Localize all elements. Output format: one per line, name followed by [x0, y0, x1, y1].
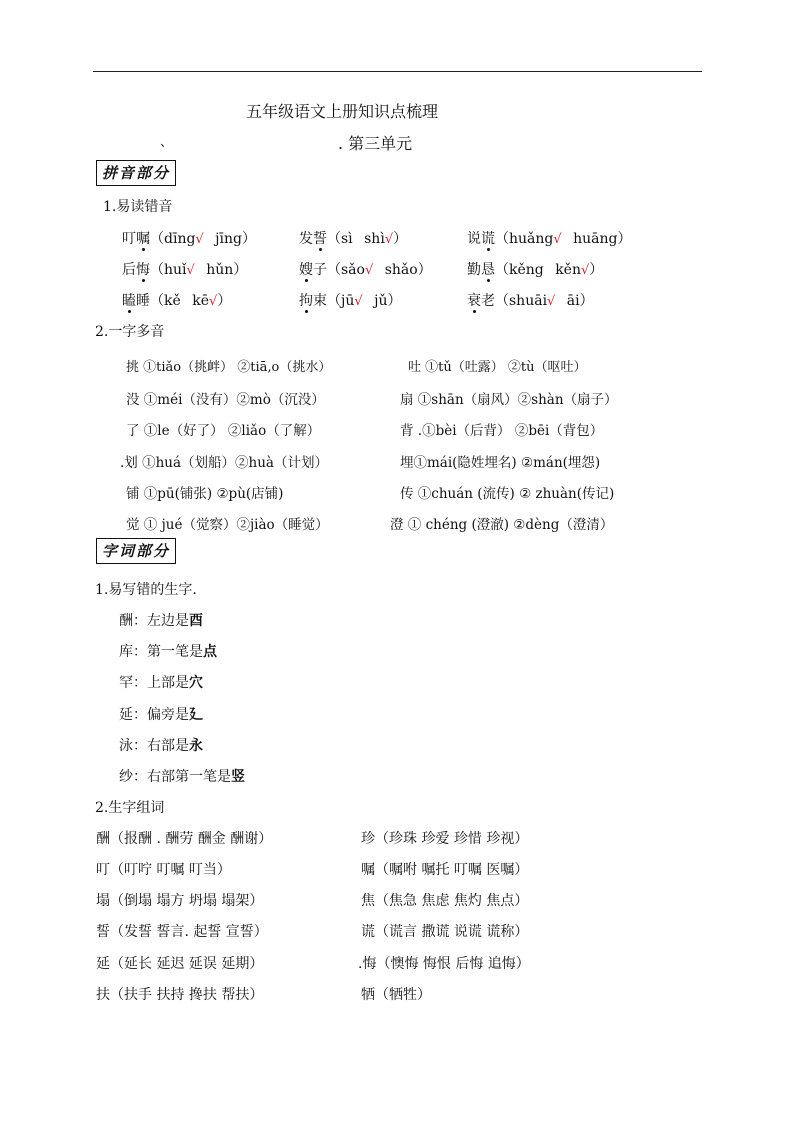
paren-close: ）	[617, 231, 632, 247]
pinyin-option: jīng	[215, 231, 242, 247]
miswrite-text: 泳：右部是	[119, 738, 189, 754]
spacer	[195, 262, 206, 278]
paren-open: （	[327, 293, 341, 309]
spacer	[544, 262, 555, 278]
check-icon: √	[553, 232, 562, 247]
combo-item: .悔（懊悔 悔恨 后悔 追悔）	[358, 956, 530, 972]
miswrite-text: 罕：上部是	[119, 675, 189, 691]
misread-item	[467, 290, 594, 310]
pinyin-option: kěn	[555, 262, 581, 278]
header-rule	[93, 71, 702, 72]
combo-item: 扶（扶手 扶持 搀扶 帮扶）	[96, 987, 264, 1003]
paren-close: ）	[217, 293, 232, 309]
misread-char: 叮	[122, 231, 136, 247]
pinyin-option: jū	[341, 293, 355, 309]
pinyin-option: huǐ	[164, 262, 187, 278]
misread-item	[122, 228, 256, 248]
paren-close: ）	[579, 293, 594, 309]
polyphone-heading: 2.一字多音	[95, 324, 165, 340]
check-icon: √	[384, 232, 394, 247]
spacer	[373, 262, 384, 278]
misread-item	[299, 290, 401, 310]
spacer	[204, 231, 215, 247]
misread-item	[299, 228, 407, 248]
miswrite-emphasis: 酉	[189, 613, 203, 629]
miswrite-item	[119, 735, 203, 755]
polyphone-item: 铺 ①pū(铺张) ②pù(店铺)	[126, 486, 284, 502]
misread-char: 睡	[136, 293, 150, 309]
pinyin-option: kěng	[509, 262, 544, 278]
misread-target-char: 衰	[467, 293, 481, 309]
paren-open: （	[495, 231, 509, 247]
polyphone-item: 澄 ① chéng (澄澈) ②dèng（澄清）	[390, 517, 614, 533]
miswrite-item	[119, 672, 203, 692]
paren-close: ）	[393, 231, 408, 247]
pinyin-option: sǎo	[341, 262, 365, 278]
miswrite-emphasis: 点	[203, 644, 217, 660]
miswrite-emphasis: 穴	[189, 675, 203, 691]
check-icon: √	[354, 294, 363, 309]
misread-item	[122, 290, 231, 310]
misread-target-char: 拘	[299, 293, 313, 309]
spacer	[562, 231, 573, 247]
pinyin-option: huǎng	[509, 231, 554, 247]
misread-char: 说	[467, 231, 481, 247]
document-title: 五年级语文上册知识点梳理	[246, 102, 439, 121]
paren-close: ）	[233, 262, 248, 278]
miswrite-emphasis: 永	[189, 738, 203, 754]
polyphone-item: 吐 ①tǔ（吐露） ②tù（呕吐）	[408, 360, 587, 375]
pinyin-option: āi	[566, 293, 580, 309]
check-icon: √	[364, 263, 374, 278]
pinyin-option: dīng	[164, 231, 196, 247]
polyphone-item: 传 ①chuán (流传) ② zhuàn(传记)	[400, 486, 615, 502]
misread-target-char: 瞌	[122, 293, 136, 309]
check-icon: √	[209, 294, 218, 309]
pinyin-option: shuāi	[509, 293, 548, 309]
paren-open: （	[327, 231, 341, 247]
combo-item: 珍（珍珠 珍爱 珍惜 珍视）	[361, 831, 529, 847]
polyphone-item: .划 ①huá（划船）②huà（计划）	[120, 455, 328, 471]
pinyin-option: kě	[164, 293, 181, 309]
word-section-heading: 字词部分	[96, 538, 176, 564]
paren-close: ）	[387, 293, 402, 309]
misread-item	[122, 259, 247, 279]
miswrite-text: 纱：右部第一笔是	[119, 769, 231, 785]
combo-item: 誓（发誓 誓言. 起誓 宣誓）	[96, 924, 268, 940]
polyphone-item: 背 .①bèi（后背） ②bēi（背包）	[400, 423, 604, 439]
miswrite-text: 酬：左边是	[119, 613, 189, 629]
misread-char: 勤	[467, 262, 481, 278]
spacer	[181, 293, 192, 309]
polyphone-item: 挑 ①tiǎo（挑衅） ②tiā,o（挑水）	[126, 360, 332, 375]
misread-target-char: 嫂	[299, 262, 313, 278]
check-icon: √	[195, 232, 204, 247]
miswrite-text: 延：偏旁是	[119, 707, 189, 723]
paren-close: ）	[241, 231, 256, 247]
polyphone-item: 扇 ①shān（扇风）②shàn（扇子）	[400, 392, 618, 408]
miswrite-item	[119, 704, 203, 724]
easy-misread-heading: 1.易读错音	[103, 199, 173, 215]
misread-target-char: 嘱	[136, 231, 150, 247]
paren-open: （	[495, 293, 509, 309]
polyphone-item: 埋①mái(隐姓埋名) ②mán(埋怨)	[400, 455, 601, 471]
miswrite-emphasis: 竖	[231, 769, 245, 785]
miswrite-item	[119, 641, 217, 661]
combo-item: 嘱（嘱咐 嘱托 叮嘱 医嘱）	[361, 862, 529, 878]
misread-item	[299, 259, 432, 279]
check-icon: √	[581, 263, 590, 278]
combo-item: 酬（报酬 . 酬劳 酬金 酬谢）	[96, 831, 273, 847]
misread-char: 子	[313, 262, 327, 278]
misread-target-char: 恳	[481, 262, 495, 278]
paren-open: （	[495, 262, 509, 278]
paren-open: （	[150, 293, 164, 309]
miswrite-item	[119, 610, 203, 630]
combo-item: 焦（焦急 焦虑 焦灼 焦点）	[361, 893, 529, 909]
polyphone-item: 觉 ① jué（觉察）②jiào（睡觉）	[126, 517, 329, 533]
pinyin-option: kē	[192, 293, 210, 309]
misread-char: 后	[122, 262, 136, 278]
combos-heading: 2.生字组词	[95, 800, 165, 816]
miswrite-text: 库：第一笔是	[119, 644, 203, 660]
misread-target-char: 誓	[313, 231, 327, 247]
misread-char: 发	[299, 231, 313, 247]
spacer	[555, 293, 566, 309]
paren-open: （	[150, 231, 164, 247]
spacer	[353, 231, 364, 247]
combo-item: 谎（谎言 撒谎 说谎 谎称）	[361, 924, 529, 940]
check-icon: √	[547, 294, 556, 309]
combo-item: 叮（叮咛 叮嘱 叮当）	[96, 862, 231, 878]
miswrite-emphasis: 廴	[189, 707, 203, 723]
pinyin-section-heading: 拼音部分	[96, 160, 176, 186]
misread-target-char: 谎	[481, 231, 495, 247]
unit-mark: 、	[160, 135, 174, 150]
paren-close: ）	[589, 262, 604, 278]
misread-target-char: 悔	[136, 262, 150, 278]
spacer	[363, 293, 374, 309]
check-icon: √	[186, 263, 195, 278]
paren-open: （	[327, 262, 341, 278]
misread-char: 老	[481, 293, 495, 309]
combo-item: 牺（牺牲）	[361, 987, 431, 1003]
pinyin-option: shǎo	[384, 262, 418, 278]
paren-open: （	[150, 262, 164, 278]
paren-close: ）	[417, 262, 432, 278]
pinyin-option: sì	[341, 231, 353, 247]
polyphone-item: 没 ①méi（没有）②mò（沉没）	[126, 392, 325, 408]
miswrite-item	[119, 766, 245, 786]
easy-miswrite-heading: 1.易写错的生字.	[95, 582, 197, 598]
pinyin-option: jǔ	[374, 293, 388, 309]
misread-char: 束	[313, 293, 327, 309]
polyphone-item: 了 ①le（好了） ②liǎo（了解）	[126, 423, 321, 439]
pinyin-option: shì	[364, 231, 385, 247]
pinyin-option: huāng	[573, 231, 618, 247]
misread-item	[467, 259, 603, 279]
misread-item	[467, 228, 631, 248]
unit-title: . 第三单元	[338, 134, 413, 153]
combo-item: 塌（倒塌 塌方 坍塌 塌架）	[96, 893, 264, 909]
combo-item: 延（延长 延迟 延误 延期）	[96, 956, 264, 972]
pinyin-option: hǔn	[206, 262, 234, 278]
